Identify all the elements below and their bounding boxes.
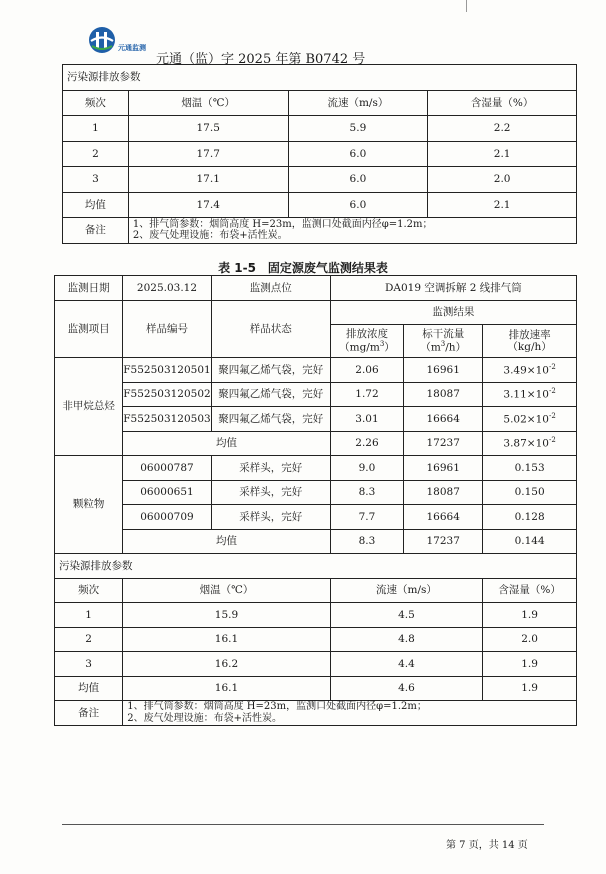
note-label: 备注 (55, 701, 123, 726)
rate-value: 3.11×10 (503, 388, 549, 401)
cell: 3.01 (330, 407, 403, 432)
cell: 2 (55, 627, 123, 652)
margin-mark (466, 0, 467, 12)
section-title: 污染源排放参数 (63, 65, 577, 91)
point-value: DA019 空调拆解 2 线排气筒 (330, 276, 576, 301)
col-header: 监测结果 (330, 300, 576, 325)
cell: 9.0 (330, 456, 403, 481)
rate-exponent: -2 (548, 436, 556, 445)
cell (483, 382, 577, 407)
table-row (55, 480, 577, 505)
cell: 均值 (63, 192, 129, 218)
conc-unit-text: （mg/m (339, 341, 380, 354)
col-header: 含湿量（%） (483, 578, 577, 603)
cell (483, 407, 577, 432)
col-header: 含湿量（%） (428, 90, 577, 116)
cell: 2.06 (330, 358, 403, 383)
cell: 1 (55, 603, 123, 628)
cell: 0.128 (483, 505, 577, 530)
cell: 17237 (404, 529, 483, 554)
cell (483, 431, 577, 456)
cell: 2.26 (330, 431, 403, 456)
cell: 5.9 (288, 116, 428, 142)
col-header: 样品状态 (211, 300, 330, 358)
note-line: 2、废气处理设施：布袋+活性炭。 (127, 712, 282, 724)
note-label: 备注 (63, 218, 129, 244)
rate-exponent: -2 (548, 362, 556, 371)
cell: 2.2 (428, 116, 577, 142)
cell: 2 (63, 141, 129, 167)
avg-label: 均值 (123, 431, 330, 456)
table-title: 表 1-5 固定源废气监测结果表 (218, 261, 388, 275)
item-name: 颗粒物 (55, 456, 123, 554)
cell: 4.8 (330, 627, 482, 652)
cell: 17.5 (128, 116, 288, 142)
cell: 7.7 (330, 505, 403, 530)
col-header: 烟温（℃） (128, 90, 288, 116)
table-row (55, 358, 577, 383)
table-row (55, 627, 577, 652)
cell: 6.0 (288, 192, 428, 218)
conc-unit: $(mg/m^3)$ (339, 340, 395, 354)
table-row (63, 192, 577, 218)
col-header: 频次 (63, 90, 129, 116)
cell: F552503120501 (123, 358, 211, 383)
cell: 2.0 (483, 627, 577, 652)
cell: 采样头，完好 (211, 480, 330, 505)
col-header: 流速（m/s） (330, 578, 482, 603)
table-row (63, 141, 577, 167)
emission-parameters-table-1 (62, 64, 577, 244)
cell: 1.72 (330, 382, 403, 407)
cell: 4.5 (330, 603, 482, 628)
cell: 0.153 (483, 456, 577, 481)
cell: 16.2 (123, 652, 330, 677)
col-header (404, 325, 483, 358)
section-row (63, 65, 577, 91)
cell (483, 358, 577, 383)
point-label: 监测点位 (211, 276, 330, 301)
cell: 聚四氟乙烯气袋，完好 (211, 358, 330, 383)
cell: 聚四氟乙烯气袋，完好 (211, 407, 330, 432)
date-label: 监测日期 (55, 276, 123, 301)
cell: 06000651 (123, 480, 211, 505)
cell: 06000709 (123, 505, 211, 530)
cell: F552503120502 (123, 382, 211, 407)
cell: 15.9 (123, 603, 330, 628)
cell: 1 (63, 116, 129, 142)
cell: 17.1 (128, 167, 288, 193)
note-content (123, 701, 577, 726)
cell: 0.144 (483, 529, 577, 554)
cell: 1.9 (483, 676, 577, 701)
header-row (55, 578, 577, 603)
section-row (55, 554, 577, 579)
cell: 17237 (404, 431, 483, 456)
table-row (63, 167, 577, 193)
cell: 6.0 (288, 167, 428, 193)
cell: 8.3 (330, 480, 403, 505)
note-row (55, 701, 577, 726)
cell: 16961 (404, 358, 483, 383)
table-row (55, 603, 577, 628)
note-content (128, 218, 576, 244)
cell: 17.7 (128, 141, 288, 167)
col-header: 烟温（℃） (123, 578, 330, 603)
section-title: 污染源排放参数 (55, 554, 577, 579)
rate-value: 3.49×10 (503, 364, 549, 377)
cell: 06000787 (123, 456, 211, 481)
cell: 4.4 (330, 652, 482, 677)
cell: 4.6 (330, 676, 482, 701)
note-line: 1、排气筒参数：烟筒高度 H=23m，监测口处截面内径φ=1.2m； (132, 218, 433, 230)
note-line: 1、排气筒参数：烟筒高度 H=23m，监测口处截面内径φ=1.2m； (127, 701, 427, 713)
cell: 2.1 (428, 192, 577, 218)
company-logo-icon (88, 26, 116, 54)
note-line: 2、废气处理设施：布袋+活性炭。 (132, 230, 288, 242)
note-row (63, 218, 577, 244)
cell: 均值 (55, 676, 123, 701)
footer-divider (62, 824, 544, 825)
col-header: 监测项目 (55, 300, 123, 358)
cell: 3 (63, 167, 129, 193)
table-row (55, 407, 577, 432)
average-row (55, 431, 577, 456)
flow-unit: $(m^3/h)$ (420, 340, 467, 354)
cell: 1.9 (483, 652, 577, 677)
table-row (63, 116, 577, 142)
document-number: 元通（监）字 2025 年第 B0742 号 (156, 52, 366, 67)
rate-value: 3.87×10 (503, 437, 549, 450)
cell: 采样头，完好 (211, 456, 330, 481)
conc-label: 排放浓度 (345, 328, 388, 341)
cell: 8.3 (330, 529, 403, 554)
cell: 18087 (404, 480, 483, 505)
cell: 16.1 (123, 676, 330, 701)
col-header (330, 325, 403, 358)
table-row (55, 652, 577, 677)
cell: 2.0 (428, 167, 577, 193)
cell: 采样头，完好 (211, 505, 330, 530)
table-row (55, 505, 577, 530)
rate-label: 排放速率 (508, 328, 551, 341)
cell: 17.4 (128, 192, 288, 218)
page-number: 第 7 页，共 14 页 (446, 840, 528, 851)
rate-unit: （kg/h） (507, 341, 552, 353)
average-row (55, 529, 577, 554)
table-row (55, 676, 577, 701)
cell: 0.150 (483, 480, 577, 505)
date-row (55, 276, 577, 301)
cell: 聚四氟乙烯气袋，完好 (211, 382, 330, 407)
cell: 2.1 (428, 141, 577, 167)
rate-exponent: -2 (548, 387, 556, 396)
header-row (55, 300, 577, 325)
rate-value: 5.02×10 (503, 413, 549, 426)
cell: 16664 (404, 505, 483, 530)
item-name: 非甲烷总烃 (55, 358, 123, 456)
col-header: 样品编号 (123, 300, 211, 358)
col-header: 频次 (55, 578, 123, 603)
rate-exponent: -2 (548, 411, 556, 420)
cell: 1.9 (483, 603, 577, 628)
monitoring-results-table (54, 275, 577, 726)
flow-unit-text: （m (420, 341, 441, 354)
cell: 6.0 (288, 141, 428, 167)
header-row (63, 90, 577, 116)
cell: 18087 (404, 382, 483, 407)
table-row (55, 382, 577, 407)
cell: 16664 (404, 407, 483, 432)
table-row (55, 456, 577, 481)
flow-label: 标干流量 (422, 328, 465, 341)
cell: 16961 (404, 456, 483, 481)
cell: 3 (55, 652, 123, 677)
cell: 16.1 (123, 627, 330, 652)
cell: F552503120503 (123, 407, 211, 432)
col-header: 流速（m/s） (288, 90, 428, 116)
avg-label: 均值 (123, 529, 330, 554)
date-value: 2025.03.12 (123, 276, 211, 301)
logo-text: 元通监测 (118, 44, 146, 52)
col-header (483, 325, 577, 358)
